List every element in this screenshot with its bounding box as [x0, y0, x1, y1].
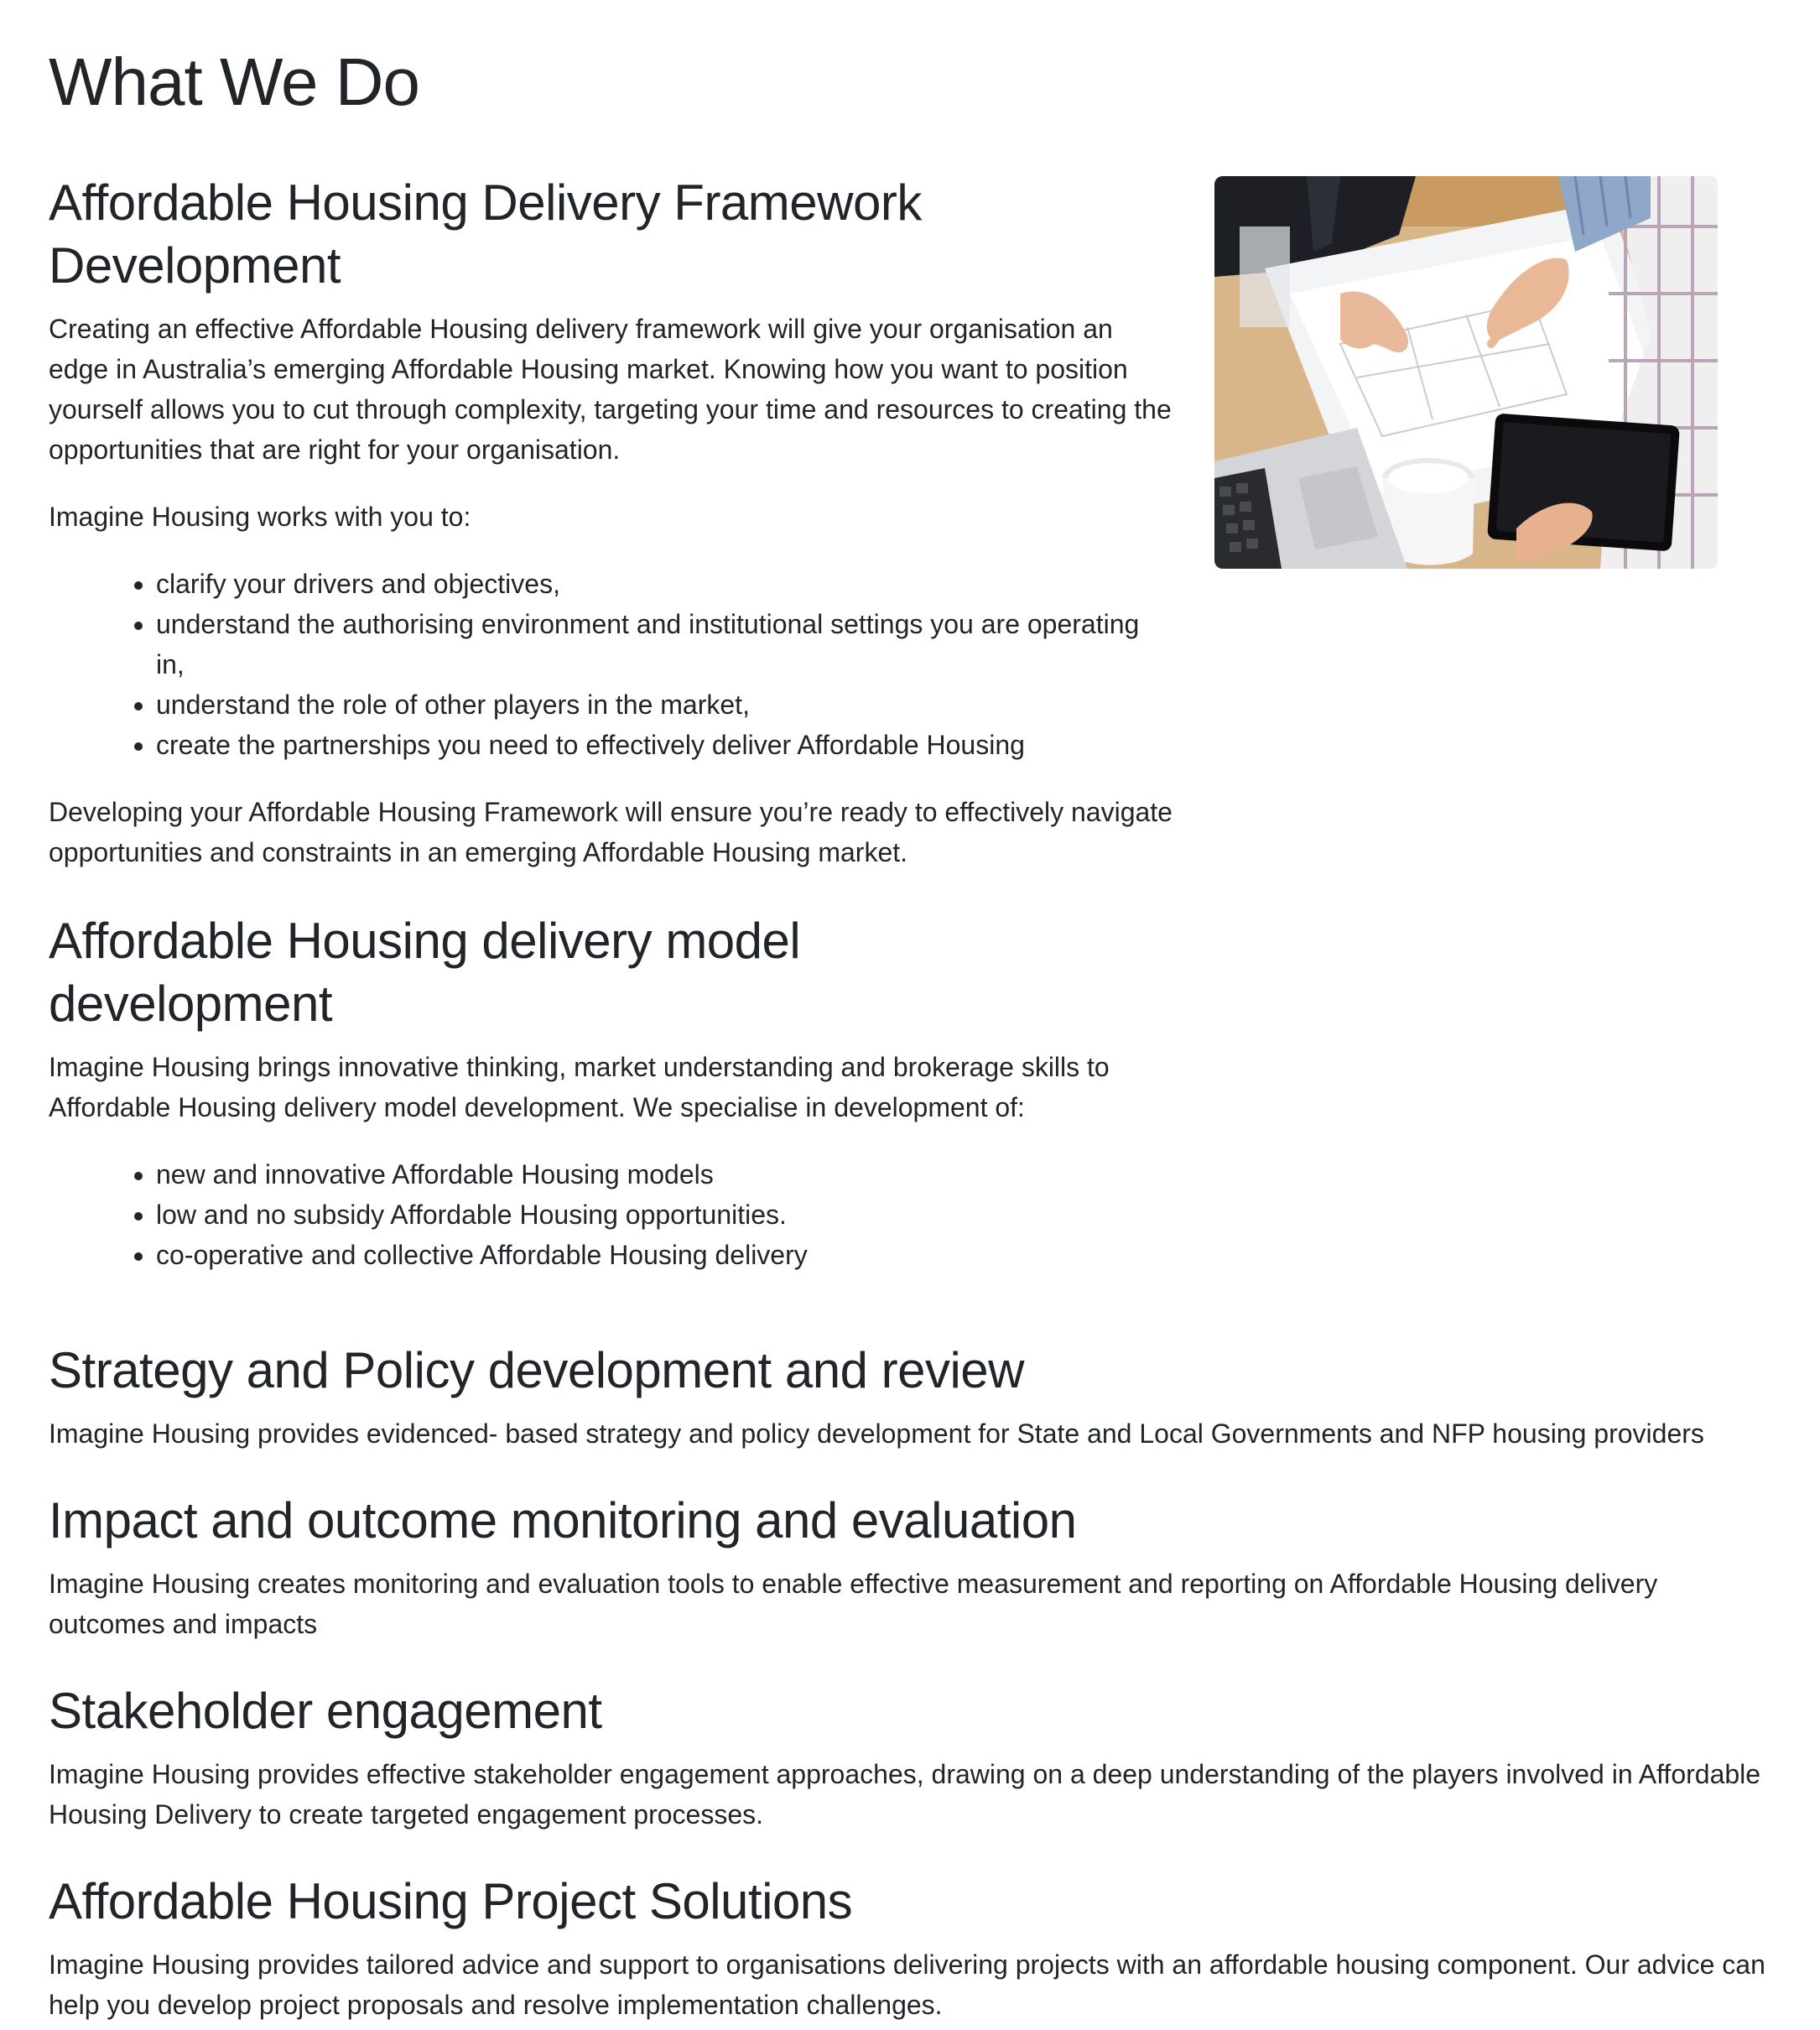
strategy-heading: Strategy and Policy development and review [49, 1342, 1025, 1398]
page-title: What We Do [49, 44, 419, 119]
list-item: • co-operative and collective Affordable Housing delivery [156, 1235, 1173, 1275]
framework-intro: Creating an effective Affordable Housing delivery framework will give your organisation an edge in Australia’s emerging Affordable Housing market. Knowing how you want to position yourself allows you to cut through complexity, targeting your time and resources to creating the opportunities that are right for your organisation. [49, 314, 1172, 465]
meeting-photo-illustration [1214, 176, 1718, 569]
framework-closing: Developing your Affordable Housing Framework will ensure you’re ready to effectively navigate opportunities and constraints in an emerging Affordable Housing market. [49, 797, 1173, 867]
stakeholder-heading: Stakeholder engagement [49, 1683, 602, 1739]
stakeholder-body: Imagine Housing provides effective stakeholder engagement approaches, drawing on a deep understanding of the players involved in Affordable Housing Delivery to create targeted engagement processes. [49, 1759, 1761, 1830]
list-item: • understand the authorising environment and institutional settings you are operating in, [156, 604, 1173, 684]
framework-lead: Imagine Housing works with you to: [49, 502, 471, 532]
strategy-section [49, 1339, 1771, 1454]
framework-content [49, 171, 1173, 872]
list-item: • low and no subsidy Affordable Housing opportunities. [156, 1195, 1173, 1235]
list-item: • create the partnerships you need to effectively deliver Affordable Housing [156, 725, 1173, 765]
framework-section [49, 171, 1771, 872]
delivery-model-section [49, 909, 1173, 1275]
project-section [49, 1870, 1771, 2025]
delivery-model-bullet-list [49, 1154, 1173, 1275]
delivery-model-intro: Imagine Housing brings innovative thinking, market understanding and brokerage skills to Affordable Housing delivery model development. We specialise in development of: [49, 1052, 1110, 1122]
project-heading: Affordable Housing Project Solutions [49, 1873, 853, 1929]
list-item: • clarify your drivers and objectives, [156, 564, 1173, 604]
list-item: • understand the role of other players in the market, [156, 684, 1173, 725]
framework-bullet-list [49, 564, 1173, 765]
hero-image [1214, 176, 1718, 569]
impact-body: Imagine Housing creates monitoring and evaluation tools to enable effective measurement and reporting on Affordable Housing delivery outcomes and impacts [49, 1569, 1658, 1639]
project-body: Imagine Housing provides tailored advice and support to organisations delivering projects with an affordable housing component. Our advice can help you develop project proposals and resolve implementation challenges. [49, 1949, 1765, 2020]
impact-section [49, 1489, 1771, 1644]
impact-heading: Impact and outcome monitoring and evaluation [49, 1492, 1077, 1549]
strategy-body: Imagine Housing provides evidenced- based strategy and policy development for State and Local Governments and NFP housing providers [49, 1418, 1704, 1449]
stakeholder-section [49, 1679, 1771, 1835]
list-item: • new and innovative Affordable Housing models [156, 1154, 1173, 1195]
framework-heading: Affordable Housing Delivery Framework Development [49, 174, 922, 294]
delivery-model-heading: Affordable Housing delivery model development [49, 913, 801, 1032]
